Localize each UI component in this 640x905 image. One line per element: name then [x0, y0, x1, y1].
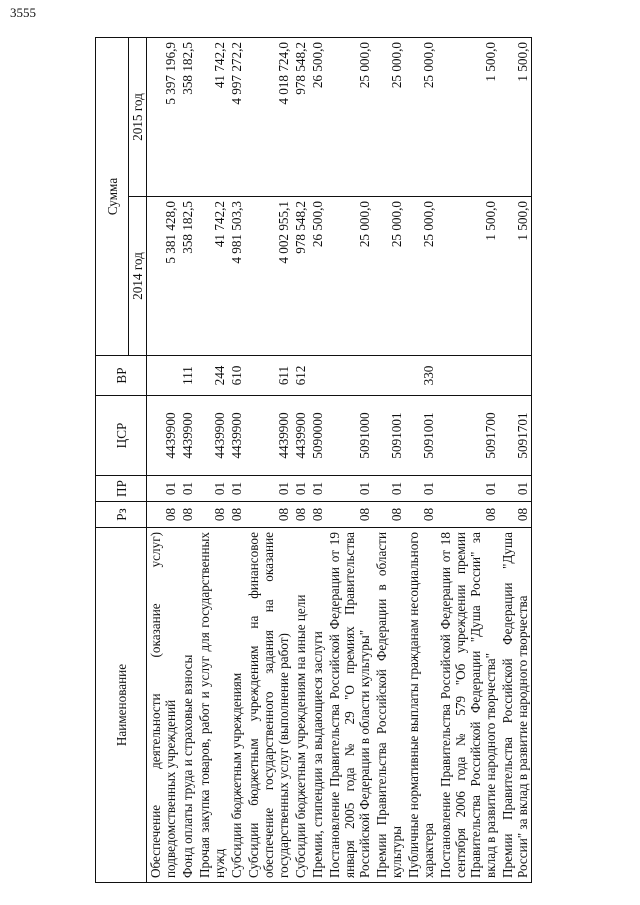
row-amount-2015: 26 500,0 — [309, 38, 326, 197]
row-pr: 01 — [292, 476, 309, 502]
header-vr: ВР — [96, 356, 147, 396]
row-amount-2014: 25 000,0 — [326, 197, 373, 356]
table-row — [499, 38, 532, 883]
row-csr: 5091001 — [373, 396, 405, 476]
row-pr: 01 — [245, 476, 292, 502]
row-vr: 330 — [405, 356, 437, 396]
row-rz: 08 — [228, 502, 245, 528]
row-csr: 4439900 — [245, 396, 292, 476]
row-csr: 4439900 — [147, 396, 180, 476]
row-vr: 111 — [179, 356, 196, 396]
row-vr — [499, 356, 532, 396]
row-csr: 5091701 — [499, 396, 532, 476]
row-amount-2014: 4 981 503,3 — [228, 197, 245, 356]
row-amount-2015: 4 018 724,0 — [245, 38, 292, 197]
budget-table-rotated — [95, 38, 625, 883]
row-vr — [309, 356, 326, 396]
row-rz: 08 — [147, 502, 180, 528]
row-name: Обеспечение деятельности (оказание услуг) подведомственных учреждений — [147, 528, 180, 883]
row-csr: 5090000 — [309, 396, 326, 476]
row-csr: 4439900 — [196, 396, 228, 476]
row-amount-2015: 41 742,2 — [196, 38, 228, 197]
table-row — [326, 38, 373, 883]
row-name: Публичные нормативные выплаты гражданам несоциального характера — [405, 528, 437, 883]
row-name: Субсидии бюджетным учреждениям — [228, 528, 245, 883]
row-pr: 01 — [309, 476, 326, 502]
row-csr: 4439900 — [228, 396, 245, 476]
row-rz: 08 — [292, 502, 309, 528]
header-year-2015: 2015 год — [129, 38, 147, 197]
header-sum: Сумма — [96, 38, 129, 356]
row-amount-2015: 1 500,0 — [437, 38, 499, 197]
budget-table — [95, 37, 532, 883]
table-row — [292, 38, 309, 883]
row-amount-2015: 1 500,0 — [499, 38, 532, 197]
table-body — [147, 38, 532, 883]
table-row — [405, 38, 437, 883]
row-rz: 08 — [309, 502, 326, 528]
page-number-box — [8, 5, 38, 21]
table-row — [147, 38, 180, 883]
row-name: Субсидии бюджетным учреждениям на финансовое обеспечение государственного задания на оказание государственных услуг (выполнение работ) — [245, 528, 292, 883]
row-csr: 4439900 — [292, 396, 309, 476]
row-pr: 01 — [179, 476, 196, 502]
row-name: Постановление Правительства Российской Федерации от 19 января 2005 года № 29 "О премиях Правительства Российской Федерации в области культуры" — [326, 528, 373, 883]
row-rz: 08 — [405, 502, 437, 528]
row-amount-2014: 25 000,0 — [405, 197, 437, 356]
header-pr: ПР — [96, 476, 147, 502]
row-rz: 08 — [499, 502, 532, 528]
row-csr: 4439900 — [179, 396, 196, 476]
row-vr: 244 — [196, 356, 228, 396]
table-row — [245, 38, 292, 883]
row-rz: 08 — [437, 502, 499, 528]
row-vr — [147, 356, 180, 396]
row-csr: 5091700 — [437, 396, 499, 476]
row-pr: 01 — [437, 476, 499, 502]
row-csr: 5091000 — [326, 396, 373, 476]
row-amount-2014: 5 381 428,0 — [147, 197, 180, 356]
row-amount-2015: 4 997 272,2 — [228, 38, 245, 197]
row-amount-2014: 41 742,2 — [196, 197, 228, 356]
row-pr: 01 — [373, 476, 405, 502]
table-row — [309, 38, 326, 883]
row-pr: 01 — [196, 476, 228, 502]
row-name: Прочая закупка товаров, работ и услуг для государственных нужд — [196, 528, 228, 883]
table-row — [196, 38, 228, 883]
row-amount-2014: 1 500,0 — [499, 197, 532, 356]
row-vr: 610 — [228, 356, 245, 396]
row-rz: 08 — [179, 502, 196, 528]
row-amount-2015: 358 182,5 — [179, 38, 196, 197]
row-name: Премии Правительства Российской Федерации "Душа России" за вклад в развитие народного творчества — [499, 528, 532, 883]
table-row — [437, 38, 499, 883]
row-rz: 08 — [326, 502, 373, 528]
row-name: Премии, стипендии за выдающиеся заслуги — [309, 528, 326, 883]
table-row — [179, 38, 196, 883]
row-amount-2014: 978 548,2 — [292, 197, 309, 356]
row-pr: 01 — [228, 476, 245, 502]
row-vr — [373, 356, 405, 396]
row-name: Постановление Правительства Российской Федерации от 18 сентября 2006 года № 579 "Об учреждении премии Правительства Российской Федерации "Душа России" за вклад в развитие народного творчества" — [437, 528, 499, 883]
row-vr — [437, 356, 499, 396]
row-amount-2014: 25 000,0 — [373, 197, 405, 356]
header-rz: Рз — [96, 502, 147, 528]
row-amount-2015: 25 000,0 — [326, 38, 373, 197]
table-row — [373, 38, 405, 883]
row-name: Фонд оплаты труда и страховые взносы — [179, 528, 196, 883]
row-vr — [326, 356, 373, 396]
header-year-2014: 2014 год — [129, 197, 147, 356]
row-csr: 5091001 — [405, 396, 437, 476]
row-amount-2014: 26 500,0 — [309, 197, 326, 356]
row-amount-2014: 358 182,5 — [179, 197, 196, 356]
table-row — [228, 38, 245, 883]
row-rz: 08 — [373, 502, 405, 528]
row-pr: 01 — [326, 476, 373, 502]
row-pr: 01 — [405, 476, 437, 502]
header-csr: ЦСР — [96, 396, 147, 476]
row-amount-2015: 5 397 196,9 — [147, 38, 180, 197]
row-pr: 01 — [499, 476, 532, 502]
header-name: Наименование — [96, 528, 147, 883]
row-amount-2015: 978 548,2 — [292, 38, 309, 197]
row-vr: 611 — [245, 356, 292, 396]
row-rz: 08 — [245, 502, 292, 528]
row-amount-2015: 25 000,0 — [405, 38, 437, 197]
row-amount-2014: 4 002 955,1 — [245, 197, 292, 356]
page-number: 3555 — [10, 5, 36, 20]
row-amount-2014: 1 500,0 — [437, 197, 499, 356]
row-vr: 612 — [292, 356, 309, 396]
row-amount-2015: 25 000,0 — [373, 38, 405, 197]
row-rz: 08 — [196, 502, 228, 528]
row-pr: 01 — [147, 476, 180, 502]
row-name: Премии Правительства Российской Федерации в области культуры — [373, 528, 405, 883]
row-name: Субсидии бюджетным учреждениям на иные цели — [292, 528, 309, 883]
